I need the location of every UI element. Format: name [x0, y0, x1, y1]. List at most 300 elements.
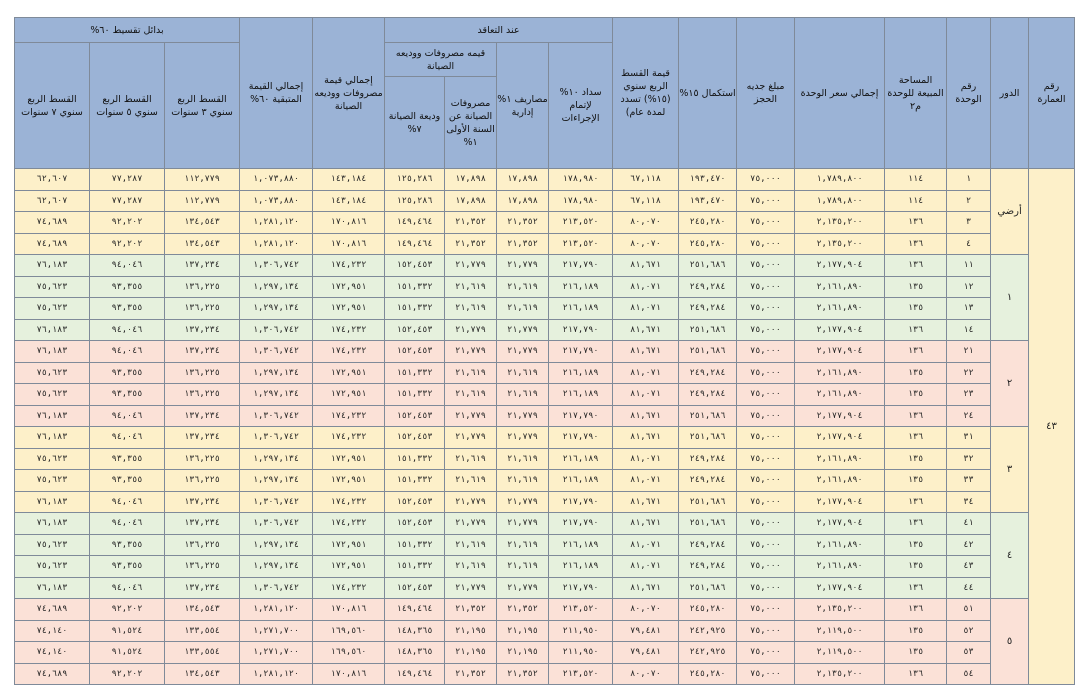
cell-maint-dep: ١٥١,٣٣٢: [385, 534, 445, 556]
cell-unit: ٤: [947, 233, 991, 255]
cell-price: ٢,١٧٧,٩٠٤: [795, 577, 885, 599]
cell-maint-dep: ١٥١,٣٣٢: [385, 470, 445, 492]
cell-price: ٢,١٣٥,٢٠٠: [795, 233, 885, 255]
cell-quarter: ٦٧,١١٨: [613, 169, 679, 191]
cell-admin: ٢١,٦١٩: [497, 298, 549, 320]
cell-price: ٢,١٧٧,٩٠٤: [795, 405, 885, 427]
cell-remaining: ١,٢٧١,٧٠٠: [240, 642, 313, 664]
cell-complete: ٢٤٢,٩٢٥: [679, 620, 737, 642]
table-row: [15, 384, 1075, 406]
table-row: [15, 470, 1075, 492]
cell-remaining: ١,٣٠٦,٧٤٢: [240, 405, 313, 427]
cell-admin: ٢١,٧٧٩: [497, 341, 549, 363]
cell-maint-exp: ١٧,٨٩٨: [445, 190, 497, 212]
cell-complete: ٢٤٩,٢٨٤: [679, 448, 737, 470]
cell-quarter: ٨٠,٠٧٠: [613, 212, 679, 234]
cell-remaining: ١,٢٩٧,١٣٤: [240, 556, 313, 578]
cell-q7: ٧٦,١٨٣: [15, 427, 90, 449]
cell-pay10: ٢١٦,١٨٩: [549, 384, 613, 406]
cell-unit: ١٢: [947, 276, 991, 298]
cell-admin: ٢١,٧٧٩: [497, 491, 549, 513]
cell-q3: ١٣٧,٢٣٤: [165, 427, 240, 449]
cell-q7: ٧٤,١٤٠: [15, 620, 90, 642]
cell-reserve: ٧٥,٠٠٠: [737, 362, 795, 384]
cell-maint-dep: ١٤٩,٤٦٤: [385, 233, 445, 255]
cell-reserve: ٧٥,٠٠٠: [737, 169, 795, 191]
cell-total-maint: ١٧٤,٢٣٢: [313, 341, 385, 363]
col-q7: القسط الربع سنوي ٧ سنوات: [15, 43, 90, 169]
cell-maint-exp: ٢١,٦١٩: [445, 448, 497, 470]
cell-q3: ١٣٤,٥٤٣: [165, 212, 240, 234]
cell-admin: ٢١,٦١٩: [497, 556, 549, 578]
cell-reserve: ٧٥,٠٠٠: [737, 212, 795, 234]
cell-q5: ٩٣,٣٥٥: [90, 362, 165, 384]
cell-admin: ٢١,٣٥٢: [497, 212, 549, 234]
col-pay10: سداد ١٠% لإتمام الإجراءات: [549, 43, 613, 169]
cell-pay10: ٢١٦,١٨٩: [549, 534, 613, 556]
cell-complete: ٢٤٩,٢٨٤: [679, 384, 737, 406]
cell-admin: ٢١,٧٧٩: [497, 577, 549, 599]
cell-quarter: ٨١,٦٧١: [613, 577, 679, 599]
cell-pay10: ٢١٦,١٨٩: [549, 298, 613, 320]
table-row: [15, 642, 1075, 664]
cell-total-maint: ١٧٢,٩٥١: [313, 276, 385, 298]
group-maintenance: قيمه مصروفات ووديعه الصيانة: [385, 43, 497, 77]
cell-maint-exp: ٢١,٧٧٩: [445, 491, 497, 513]
cell-reserve: ٧٥,٠٠٠: [737, 319, 795, 341]
cell-q7: ٧٦,١٨٣: [15, 405, 90, 427]
cell-q7: ٧٥,٦٢٣: [15, 470, 90, 492]
cell-remaining: ١,٢٩٧,١٣٤: [240, 470, 313, 492]
cell-reserve: ٧٥,٠٠٠: [737, 642, 795, 664]
cell-q7: ٧٦,١٨٣: [15, 341, 90, 363]
cell-unit: ٣٣: [947, 470, 991, 492]
cell-reserve: ٧٥,٠٠٠: [737, 620, 795, 642]
cell-complete: ٢٤٥,٢٨٠: [679, 599, 737, 621]
table-row: [15, 319, 1075, 341]
cell-q5: ٩٤,٠٤٦: [90, 491, 165, 513]
cell-area: ١٣٦: [885, 255, 947, 277]
cell-reserve: ٧٥,٠٠٠: [737, 384, 795, 406]
floor-cell: ١: [991, 255, 1029, 341]
cell-price: ٢,١٦١,٨٩٠: [795, 384, 885, 406]
cell-admin: ٢١,٣٥٢: [497, 233, 549, 255]
cell-admin: ٢١,٧٧٩: [497, 319, 549, 341]
cell-q5: ٩٢,٢٠٢: [90, 599, 165, 621]
col-maint-dep: وديعة الصيانة ٧%: [385, 77, 445, 169]
cell-q5: ٩٢,٢٠٢: [90, 233, 165, 255]
cell-price: ٢,١٦١,٨٩٠: [795, 362, 885, 384]
cell-pay10: ٢١٣,٥٢٠: [549, 599, 613, 621]
cell-q7: ٧٦,١٨٣: [15, 513, 90, 535]
table-row: [15, 405, 1075, 427]
cell-remaining: ١,٣٠٦,٧٤٢: [240, 513, 313, 535]
cell-remaining: ١,٢٨١,١٢٠: [240, 212, 313, 234]
cell-q3: ١٣٣,٥٥٤: [165, 642, 240, 664]
cell-quarter: ٨١,٦٧١: [613, 491, 679, 513]
cell-quarter: ٨١,٠٧١: [613, 384, 679, 406]
cell-price: ٢,١٧٧,٩٠٤: [795, 427, 885, 449]
cell-remaining: ١,٣٠٦,٧٤٢: [240, 341, 313, 363]
cell-pay10: ٢١٧,٧٩٠: [549, 427, 613, 449]
cell-q3: ١٣٧,٢٣٤: [165, 577, 240, 599]
cell-admin: ٢١,٣٥٢: [497, 599, 549, 621]
pricing-sheet: [14, 17, 1075, 685]
table-row: [15, 534, 1075, 556]
cell-q5: ٩٣,٣٥٥: [90, 470, 165, 492]
cell-remaining: ١,٣٠٦,٧٤٢: [240, 319, 313, 341]
cell-admin: ٢١,١٩٥: [497, 620, 549, 642]
cell-total-maint: ١٧٠,٨١٦: [313, 663, 385, 685]
cell-complete: ٢٥١,٦٨٦: [679, 405, 737, 427]
cell-maint-exp: ٢١,٧٧٩: [445, 577, 497, 599]
cell-admin: ٢١,٧٧٩: [497, 255, 549, 277]
cell-reserve: ٧٥,٠٠٠: [737, 276, 795, 298]
cell-admin: ٢١,٣٥٢: [497, 663, 549, 685]
col-remaining: إجمالي القيمة المتبقية ٦٠%: [240, 18, 313, 169]
cell-complete: ٢٤٩,٢٨٤: [679, 534, 737, 556]
cell-remaining: ١,٣٠٦,٧٤٢: [240, 255, 313, 277]
cell-price: ٢,١١٩,٥٠٠: [795, 642, 885, 664]
cell-admin: ٢١,٦١٩: [497, 276, 549, 298]
cell-q3: ١٣٤,٥٤٣: [165, 599, 240, 621]
cell-area: ١٣٥: [885, 362, 947, 384]
cell-complete: ١٩٣,٤٧٠: [679, 190, 737, 212]
cell-total-maint: ١٦٩,٥٦٠: [313, 620, 385, 642]
cell-remaining: ١,٠٧٣,٨٨٠: [240, 190, 313, 212]
cell-price: ٢,١٣٥,٢٠٠: [795, 663, 885, 685]
cell-area: ١٣٥: [885, 470, 947, 492]
cell-quarter: ٨١,٠٧١: [613, 298, 679, 320]
cell-area: ١٣٥: [885, 642, 947, 664]
cell-remaining: ١,٢٧١,٧٠٠: [240, 620, 313, 642]
cell-q3: ١٣٦,٢٢٥: [165, 556, 240, 578]
cell-q7: ٦٢,٦٠٧: [15, 190, 90, 212]
table-row: [15, 556, 1075, 578]
cell-q3: ١٣٦,٢٢٥: [165, 534, 240, 556]
cell-area: ١٣٦: [885, 319, 947, 341]
cell-admin: ٢١,٦١٩: [497, 362, 549, 384]
cell-maint-exp: ٢١,٦١٩: [445, 362, 497, 384]
cell-admin: ٢١,١٩٥: [497, 642, 549, 664]
cell-quarter: ٨١,٠٧١: [613, 362, 679, 384]
cell-q5: ٩٣,٣٥٥: [90, 276, 165, 298]
cell-quarter: ٨٠,٠٧٠: [613, 233, 679, 255]
table-row: [15, 233, 1075, 255]
cell-maint-dep: ١٢٥,٢٨٦: [385, 190, 445, 212]
floor-cell: ٤: [991, 513, 1029, 599]
cell-area: ١٣٦: [885, 341, 947, 363]
cell-unit: ٥٤: [947, 663, 991, 685]
cell-pay10: ٢١٣,٥٢٠: [549, 233, 613, 255]
cell-q7: ٧٥,٦٢٣: [15, 384, 90, 406]
cell-complete: ٢٤٩,٢٨٤: [679, 556, 737, 578]
cell-total-maint: ١٧٤,٢٣٢: [313, 491, 385, 513]
cell-complete: ٢٤٥,٢٨٠: [679, 212, 737, 234]
cell-area: ١٣٥: [885, 448, 947, 470]
col-q5: القسط الربع سنوي ٥ سنوات: [90, 43, 165, 169]
cell-maint-dep: ١٥١,٣٣٢: [385, 556, 445, 578]
cell-admin: ١٧,٨٩٨: [497, 169, 549, 191]
cell-q5: ٩١,٥٢٤: [90, 642, 165, 664]
col-unit: رقم الوحدة: [947, 18, 991, 169]
cell-q7: ٧٥,٦٢٣: [15, 448, 90, 470]
cell-maint-dep: ١٥٢,٤٥٣: [385, 319, 445, 341]
cell-reserve: ٧٥,٠٠٠: [737, 513, 795, 535]
cell-pay10: ١٧٨,٩٨٠: [549, 190, 613, 212]
cell-complete: ٢٥١,٦٨٦: [679, 319, 737, 341]
cell-pay10: ٢١٣,٥٢٠: [549, 212, 613, 234]
cell-maint-exp: ٢١,٣٥٢: [445, 599, 497, 621]
cell-q7: ٧٤,٦٨٩: [15, 663, 90, 685]
cell-pay10: ١٧٨,٩٨٠: [549, 169, 613, 191]
cell-total-maint: ١٧٤,٢٣٢: [313, 255, 385, 277]
cell-price: ٢,١٧٧,٩٠٤: [795, 513, 885, 535]
cell-reserve: ٧٥,٠٠٠: [737, 534, 795, 556]
cell-q3: ١٣٧,٢٣٤: [165, 491, 240, 513]
cell-area: ١٣٥: [885, 534, 947, 556]
cell-price: ٢,١٧٧,٩٠٤: [795, 341, 885, 363]
table-row: [15, 577, 1075, 599]
cell-maint-exp: ٢١,٦١٩: [445, 384, 497, 406]
cell-price: ٢,١٦١,٨٩٠: [795, 534, 885, 556]
cell-unit: ١١: [947, 255, 991, 277]
cell-quarter: ٨١,٠٧١: [613, 448, 679, 470]
cell-price: ٢,١٦١,٨٩٠: [795, 556, 885, 578]
cell-remaining: ١,٢٨١,١٢٠: [240, 233, 313, 255]
cell-q5: ٩٣,٣٥٥: [90, 556, 165, 578]
cell-q5: ٩٣,٣٥٥: [90, 384, 165, 406]
building-number-cell: ٤٣: [1029, 169, 1075, 685]
cell-area: ١٣٥: [885, 556, 947, 578]
cell-quarter: ٧٩,٤٨١: [613, 620, 679, 642]
cell-total-maint: ١٧٠,٨١٦: [313, 212, 385, 234]
cell-reserve: ٧٥,٠٠٠: [737, 448, 795, 470]
col-maint-exp: مصروفات الصيانة عن السنة الأولى ١%: [445, 77, 497, 169]
cell-maint-dep: ١٥٢,٤٥٣: [385, 341, 445, 363]
cell-total-maint: ١٧٢,٩٥١: [313, 534, 385, 556]
col-floor: الدور: [991, 18, 1029, 169]
col-total-maint: إجمالي قيمة مصروفات ووديعه الصيانة: [313, 18, 385, 169]
col-q3: القسط الربع سنوي ٣ سنوات: [165, 43, 240, 169]
cell-pay10: ٢١١,٩٥٠: [549, 642, 613, 664]
cell-pay10: ٢١٦,١٨٩: [549, 362, 613, 384]
cell-quarter: ٧٩,٤٨١: [613, 642, 679, 664]
cell-maint-dep: ١٥٢,٤٥٣: [385, 491, 445, 513]
cell-maint-dep: ١٤٨,٣٦٥: [385, 642, 445, 664]
cell-total-maint: ١٧٠,٨١٦: [313, 233, 385, 255]
col-area: المساحة المبيعة للوحدة م٢: [885, 18, 947, 169]
cell-remaining: ١,٢٩٧,١٣٤: [240, 384, 313, 406]
cell-total-maint: ١٧٢,٩٥١: [313, 470, 385, 492]
cell-maint-dep: ١٢٥,٢٨٦: [385, 169, 445, 191]
cell-quarter: ٨١,٦٧١: [613, 319, 679, 341]
cell-q7: ٧٥,٦٢٣: [15, 534, 90, 556]
table-row: [15, 663, 1075, 685]
cell-total-maint: ١٧٤,٢٣٢: [313, 577, 385, 599]
cell-maint-dep: ١٤٨,٣٦٥: [385, 620, 445, 642]
col-building: رقم العمارة: [1029, 18, 1075, 169]
cell-maint-dep: ١٥١,٣٣٢: [385, 384, 445, 406]
col-complete: استكمال ١٥%: [679, 18, 737, 169]
cell-q5: ٩٣,٣٥٥: [90, 448, 165, 470]
cell-quarter: ٨١,٠٧١: [613, 534, 679, 556]
cell-remaining: ١,٢٩٧,١٣٤: [240, 298, 313, 320]
cell-unit: ٢٢: [947, 362, 991, 384]
cell-reserve: ٧٥,٠٠٠: [737, 341, 795, 363]
cell-total-maint: ١٧٢,٩٥١: [313, 298, 385, 320]
group-alternatives: بدائل تقسيط ٦٠%: [15, 18, 240, 43]
cell-area: ١٣٦: [885, 405, 947, 427]
cell-maint-exp: ٢١,٦١٩: [445, 276, 497, 298]
cell-q5: ٩٣,٣٥٥: [90, 534, 165, 556]
cell-reserve: ٧٥,٠٠٠: [737, 405, 795, 427]
cell-maint-exp: ٢١,٦١٩: [445, 556, 497, 578]
cell-unit: ٤٤: [947, 577, 991, 599]
cell-pay10: ٢١٦,١٨٩: [549, 448, 613, 470]
cell-remaining: ١,٢٨١,١٢٠: [240, 663, 313, 685]
cell-q7: ٧٦,١٨٣: [15, 319, 90, 341]
cell-reserve: ٧٥,٠٠٠: [737, 577, 795, 599]
cell-quarter: ٨١,٠٧١: [613, 556, 679, 578]
cell-maint-dep: ١٥٢,٤٥٣: [385, 405, 445, 427]
floor-cell: ٥: [991, 599, 1029, 685]
cell-price: ٢,١٣٥,٢٠٠: [795, 599, 885, 621]
cell-reserve: ٧٥,٠٠٠: [737, 427, 795, 449]
cell-admin: ٢١,٦١٩: [497, 470, 549, 492]
cell-q7: ٧٦,١٨٣: [15, 491, 90, 513]
cell-maint-exp: ٢١,٦١٩: [445, 470, 497, 492]
cell-reserve: ٧٥,٠٠٠: [737, 190, 795, 212]
cell-complete: ٢٤٢,٩٢٥: [679, 642, 737, 664]
cell-total-maint: ١٧٢,٩٥١: [313, 448, 385, 470]
cell-q3: ١٣٤,٥٤٣: [165, 663, 240, 685]
cell-admin: ٢١,٦١٩: [497, 448, 549, 470]
cell-maint-exp: ١٧,٨٩٨: [445, 169, 497, 191]
cell-pay10: ٢١٧,٧٩٠: [549, 255, 613, 277]
table-row: [15, 190, 1075, 212]
cell-total-maint: ١٦٩,٥٦٠: [313, 642, 385, 664]
cell-total-maint: ١٧٤,٢٣٢: [313, 405, 385, 427]
cell-maint-exp: ٢١,٧٧٩: [445, 319, 497, 341]
cell-admin: ٢١,٧٧٩: [497, 427, 549, 449]
cell-area: ١٣٦: [885, 599, 947, 621]
cell-price: ٢,١٣٥,٢٠٠: [795, 212, 885, 234]
cell-pay10: ٢١٧,٧٩٠: [549, 405, 613, 427]
cell-complete: ٢٤٩,٢٨٤: [679, 276, 737, 298]
cell-remaining: ١,٣٠٦,٧٤٢: [240, 577, 313, 599]
table-row: [15, 255, 1075, 277]
cell-maint-dep: ١٥٢,٤٥٣: [385, 255, 445, 277]
cell-q7: ٧٥,٦٢٣: [15, 276, 90, 298]
floor-cell: أرضي: [991, 169, 1029, 255]
cell-admin: ٢١,٧٧٩: [497, 405, 549, 427]
cell-q3: ١١٢,٧٧٩: [165, 190, 240, 212]
cell-maint-exp: ٢١,٧٧٩: [445, 405, 497, 427]
cell-unit: ٣٢: [947, 448, 991, 470]
table-row: [15, 276, 1075, 298]
col-admin: مصاريف ١% إدارية: [497, 43, 549, 169]
cell-admin: ١٧,٨٩٨: [497, 190, 549, 212]
cell-total-maint: ١٤٣,١٨٤: [313, 190, 385, 212]
cell-complete: ٢٤٩,٢٨٤: [679, 298, 737, 320]
cell-complete: ٢٥١,٦٨٦: [679, 427, 737, 449]
cell-q7: ٧٥,٦٢٣: [15, 298, 90, 320]
cell-reserve: ٧٥,٠٠٠: [737, 233, 795, 255]
cell-maint-dep: ١٤٩,٤٦٤: [385, 212, 445, 234]
cell-maint-exp: ٢١,١٩٥: [445, 620, 497, 642]
cell-reserve: ٧٥,٠٠٠: [737, 599, 795, 621]
col-reserve: مبلغ جديه الحجز: [737, 18, 795, 169]
cell-q5: ٩٤,٠٤٦: [90, 341, 165, 363]
table-row: [15, 620, 1075, 642]
cell-maint-exp: ٢١,٦١٩: [445, 298, 497, 320]
cell-pay10: ٢١٧,٧٩٠: [549, 577, 613, 599]
cell-remaining: ١,٠٧٣,٨٨٠: [240, 169, 313, 191]
cell-q5: ٧٧,٢٨٧: [90, 169, 165, 191]
cell-q7: ٧٥,٦٢٣: [15, 362, 90, 384]
cell-area: ١١٤: [885, 169, 947, 191]
cell-unit: ١٣: [947, 298, 991, 320]
cell-q3: ١٣٣,٥٥٤: [165, 620, 240, 642]
cell-quarter: ٨٠,٠٧٠: [613, 599, 679, 621]
table-row: [15, 362, 1075, 384]
cell-complete: ٢٤٩,٢٨٤: [679, 470, 737, 492]
cell-complete: ٢٥١,٦٨٦: [679, 341, 737, 363]
cell-pay10: ٢١٧,٧٩٠: [549, 319, 613, 341]
cell-unit: ١: [947, 169, 991, 191]
cell-price: ٢,١٦١,٨٩٠: [795, 470, 885, 492]
cell-q5: ٩٣,٣٥٥: [90, 298, 165, 320]
cell-unit: ١٤: [947, 319, 991, 341]
cell-quarter: ٨١,٦٧١: [613, 341, 679, 363]
cell-area: ١٣٦: [885, 427, 947, 449]
cell-pay10: ٢١١,٩٥٠: [549, 620, 613, 642]
cell-complete: ٢٥١,٦٨٦: [679, 513, 737, 535]
cell-maint-exp: ٢١,٦١٩: [445, 534, 497, 556]
cell-price: ١,٧٨٩,٨٠٠: [795, 190, 885, 212]
cell-complete: ٢٤٩,٢٨٤: [679, 362, 737, 384]
cell-maint-exp: ٢١,٣٥٢: [445, 212, 497, 234]
cell-q7: ٧٥,٦٢٣: [15, 556, 90, 578]
cell-q3: ١٣٧,٢٣٤: [165, 341, 240, 363]
cell-unit: ٤٢: [947, 534, 991, 556]
cell-pay10: ٢١٦,١٨٩: [549, 556, 613, 578]
cell-q5: ٩١,٥٢٤: [90, 620, 165, 642]
cell-reserve: ٧٥,٠٠٠: [737, 255, 795, 277]
cell-q7: ٧٦,١٨٣: [15, 577, 90, 599]
table-row: [15, 212, 1075, 234]
cell-pay10: ٢١٣,٥٢٠: [549, 663, 613, 685]
cell-unit: ٥٣: [947, 642, 991, 664]
cell-pay10: ٢١٧,٧٩٠: [549, 341, 613, 363]
table-row: [15, 298, 1075, 320]
cell-q3: ١٣٦,٢٢٥: [165, 470, 240, 492]
cell-q3: ١٣٦,٢٢٥: [165, 384, 240, 406]
table-row: [15, 341, 1075, 363]
table-row: [15, 169, 1075, 191]
cell-pay10: ٢١٦,١٨٩: [549, 276, 613, 298]
cell-maint-dep: ١٥٢,٤٥٣: [385, 513, 445, 535]
cell-q3: ١٣٧,٢٣٤: [165, 255, 240, 277]
cell-quarter: ٨٠,٠٧٠: [613, 663, 679, 685]
cell-maint-dep: ١٥١,٣٣٢: [385, 362, 445, 384]
cell-maint-dep: ١٤٩,٤٦٤: [385, 663, 445, 685]
cell-q5: ٩٤,٠٤٦: [90, 255, 165, 277]
cell-q5: ٧٧,٢٨٧: [90, 190, 165, 212]
cell-quarter: ٨١,٦٧١: [613, 255, 679, 277]
cell-quarter: ٨١,٠٧١: [613, 276, 679, 298]
